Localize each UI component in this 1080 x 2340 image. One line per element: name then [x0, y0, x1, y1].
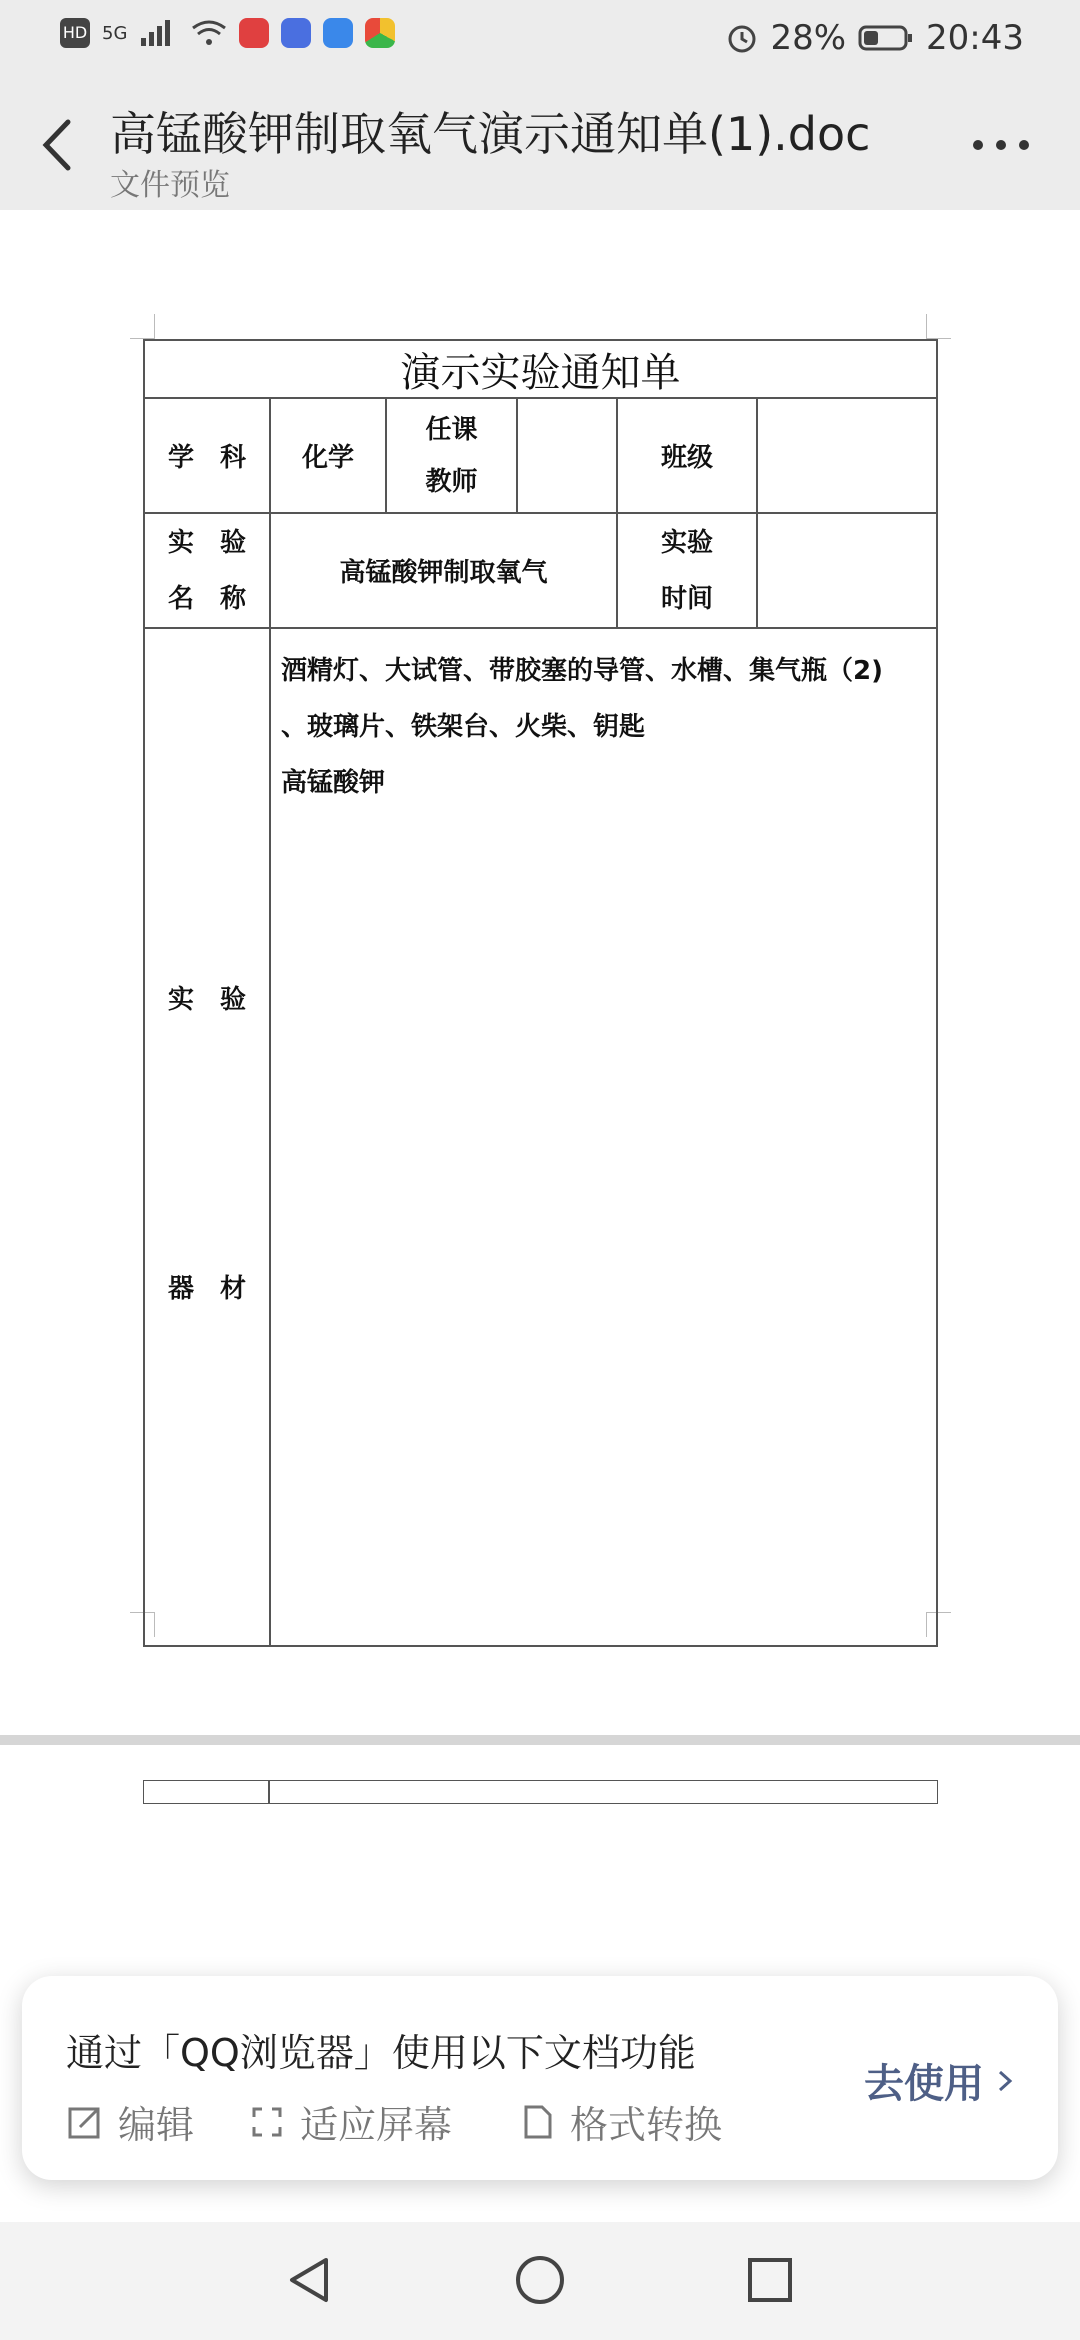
- edit-feature[interactable]: [66, 2094, 194, 2149]
- fit-screen-feature[interactable]: [248, 2094, 452, 2149]
- document-icon: [518, 2103, 556, 2141]
- table-continued: [143, 1780, 938, 1804]
- more-options-icon[interactable]: [966, 120, 1036, 170]
- experiment-name-value: 高锰酸钾制取氧气: [270, 513, 617, 628]
- edit-label: 编辑: [118, 2103, 195, 2147]
- nav-home-icon[interactable]: [512, 2252, 568, 2308]
- system-navigation-bar: [0, 2222, 1080, 2340]
- equipment-line: 酒精灯、大试管、带胶塞的导管、水槽、集气瓶（2): [281, 656, 883, 686]
- app-header: [0, 80, 1080, 210]
- music-app-icon: [281, 18, 311, 48]
- use-now-button[interactable]: [864, 2052, 1016, 2109]
- notice-table: [143, 339, 938, 1647]
- promo-message: 通过「QQ浏览器」使用以下文档功能: [66, 2031, 696, 2075]
- class-label: 班级: [617, 398, 757, 513]
- teacher-label: [386, 398, 517, 513]
- experiment-time-label: [617, 513, 757, 628]
- teacher-label-line1: 任课: [425, 414, 478, 445]
- battery-icon: [858, 23, 914, 53]
- format-convert-feature[interactable]: [518, 2094, 722, 2149]
- hd-icon: HD: [60, 18, 90, 48]
- teacher-label-line2: 教师: [425, 466, 478, 497]
- experiment-name-line1: 实 验: [167, 527, 246, 558]
- subject-label: 学 科: [144, 398, 270, 513]
- wifi-icon: [191, 18, 227, 48]
- equipment-line: 高锰酸钾: [281, 768, 386, 798]
- qq-browser-promo-card[interactable]: [22, 1976, 1058, 2180]
- edit-icon: [66, 2103, 104, 2141]
- table-title: 演示实验通知单: [144, 340, 937, 398]
- equipment-label-line2: 器 材: [167, 1274, 246, 1304]
- app-icon: [365, 18, 395, 48]
- browser-app-icon: [323, 18, 353, 48]
- use-now-label: 去使用: [864, 2061, 984, 2107]
- chevron-right-icon: [994, 2066, 1016, 2096]
- clock: 20:43: [926, 18, 1024, 58]
- signal-icon: [139, 18, 179, 48]
- equipment-label: [144, 628, 270, 1646]
- page-divider: [0, 1735, 1080, 1745]
- fit-screen-icon: [248, 2103, 286, 2141]
- crop-mark: [130, 314, 155, 339]
- network-text: 5G: [102, 22, 128, 44]
- nav-back-icon[interactable]: [282, 2252, 338, 2308]
- teacher-value: [517, 398, 617, 513]
- back-arrow-icon[interactable]: [30, 110, 90, 180]
- file-title: 高锰酸钾制取氧气演示通知单(1).doc: [110, 107, 871, 161]
- status-bar: [0, 0, 1080, 80]
- file-subtitle: 文件预览: [110, 168, 230, 203]
- experiment-time-line1: 实验: [660, 527, 713, 558]
- experiment-name-line2: 名 称: [167, 583, 246, 614]
- top-bar: [0, 0, 1080, 210]
- nav-recents-icon[interactable]: [742, 2252, 798, 2308]
- experiment-name-label: [144, 513, 270, 628]
- crop-mark: [926, 314, 951, 339]
- table-column-line: [268, 1781, 270, 1803]
- experiment-time-line2: 时间: [660, 583, 713, 614]
- book-app-icon: [239, 18, 269, 48]
- alarm-icon: [726, 22, 758, 54]
- class-value: [757, 398, 937, 513]
- fit-screen-label: 适应屏幕: [300, 2103, 453, 2147]
- document-page-2[interactable]: [0, 1745, 1080, 1995]
- equipment-line: 、玻璃片、铁架台、火柴、钥匙: [281, 712, 646, 742]
- subject-value: 化学: [270, 398, 386, 513]
- equipment-list: [270, 628, 937, 1646]
- format-convert-label: 格式转换: [570, 2103, 723, 2147]
- experiment-time-value: [757, 513, 937, 628]
- battery-percent: 28%: [770, 18, 847, 58]
- equipment-label-line1: 实 验: [167, 985, 246, 1015]
